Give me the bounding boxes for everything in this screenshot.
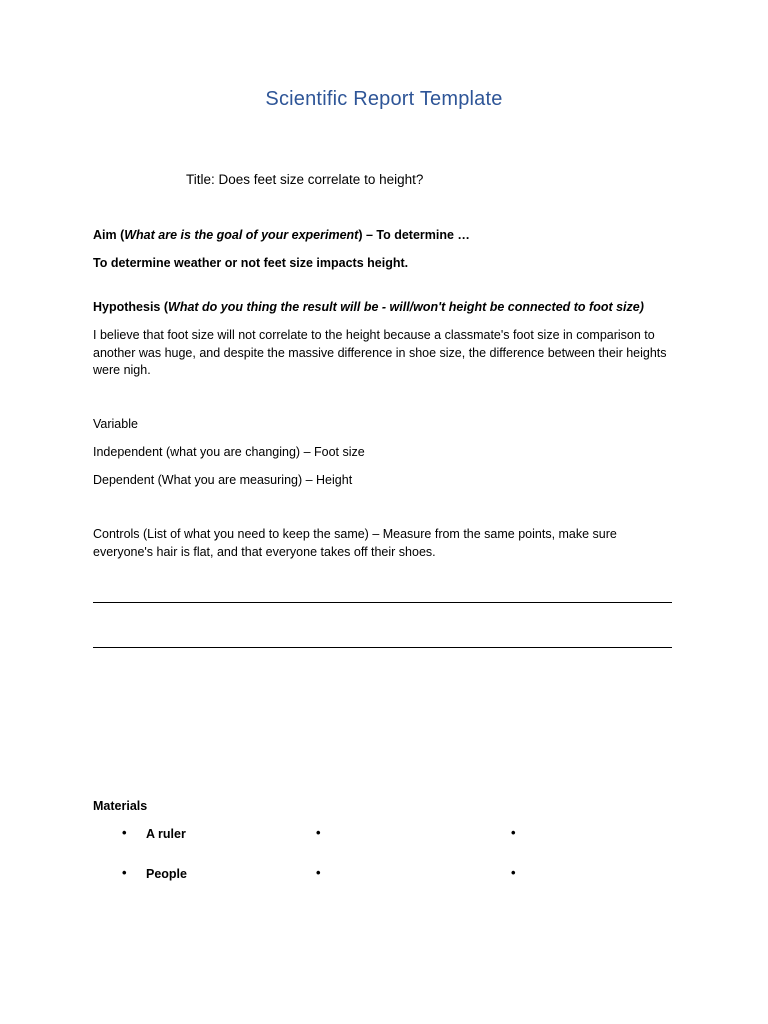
material-item: A ruler (146, 827, 186, 841)
bullet-icon: • (511, 825, 516, 840)
bullet-icon: • (511, 865, 516, 880)
aim-label-open: Aim ( (93, 228, 125, 242)
report-title-line: Title: Does feet size correlate to height? (186, 172, 424, 187)
bullet-icon: • (316, 825, 321, 840)
bullet-icon: • (122, 825, 127, 840)
aim-label (93, 227, 673, 245)
hypothesis-label-italic: What do you thing the result will be - will/won't height be connected to foot size) (168, 300, 644, 314)
hypothesis-label-open: Hypothesis ( (93, 300, 169, 314)
dependent-variable: Dependent (What you are measuring) – Height (93, 473, 353, 487)
aim-label-close: ) – To determine … (358, 228, 470, 242)
aim-answer: To determine weather or not feet size impacts height. (93, 256, 409, 270)
horizontal-rule (93, 602, 672, 603)
horizontal-rule (93, 647, 672, 648)
bullet-icon: • (316, 865, 321, 880)
controls-text: Controls (List of what you need to keep the same) – Measure from the same points, make sure everyone's hair is flat, and that everyone takes off their shoes. (93, 527, 617, 559)
document-heading: Scientific Report Template (265, 88, 503, 110)
material-item: People (146, 867, 187, 881)
hypothesis-answer: I believe that foot size will not correlate to the height because a classmate's foot size in comparison to another was huge, and despite the massive difference in shoe size, the difference between their heights were nigh. (93, 328, 667, 377)
hypothesis-label (93, 299, 673, 317)
independent-variable: Independent (what you are changing) – Foot size (93, 445, 365, 459)
aim-label-italic: What are is the goal of your experiment (124, 228, 359, 242)
bullet-icon: • (122, 865, 127, 880)
materials-heading: Materials (93, 799, 148, 813)
variables-heading: Variable (93, 417, 138, 431)
